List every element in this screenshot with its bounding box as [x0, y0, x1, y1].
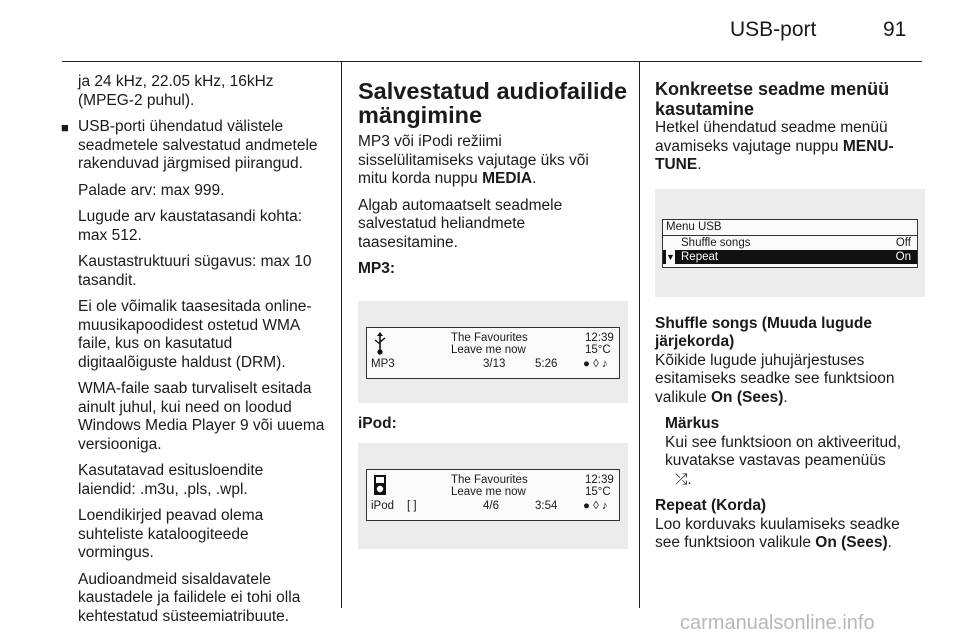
paragraph	[358, 197, 628, 253]
text-line: USB-porti ühendatud välistele	[78, 118, 284, 135]
text-line	[655, 156, 925, 175]
text-line: salvestatud heliandmete	[358, 215, 526, 232]
text-line: esitamiseks seadke see funktsioon	[655, 370, 895, 387]
heading-line: kasutamine	[655, 99, 755, 119]
menu-row-repeat	[663, 250, 917, 264]
mp3-display-illustration	[358, 301, 628, 403]
column-middle	[358, 79, 628, 549]
value-label: On (Sees)	[711, 388, 784, 406]
text-fragment: valikule	[655, 388, 711, 406]
clock: 12:39	[585, 474, 614, 486]
intro-text	[58, 73, 328, 110]
track-subtitle: Leave me now	[451, 486, 526, 498]
text-line: Lugude arv kaustatasandi kohta:	[78, 208, 303, 225]
text-line: Kaustastruktuuri sügavus: max 10	[78, 253, 312, 270]
menu-tune-button-label: TUNE	[655, 156, 698, 173]
text-line	[655, 389, 925, 408]
track-subtitle: Leave me now	[451, 343, 526, 356]
paragraph	[58, 571, 328, 627]
text-line: max 512.	[78, 226, 142, 244]
text-line: (MPEG-2 puhul).	[78, 91, 195, 109]
source-label: iPod	[371, 500, 395, 512]
text-line: Audioandmeid sisaldavatele	[78, 570, 272, 588]
menu-title-row	[663, 220, 917, 234]
text-line	[358, 170, 628, 189]
paragraph	[358, 133, 628, 189]
text-line: sisselülitamiseks vajutage üks või	[358, 151, 589, 169]
text-line: Algab automaatselt seadmele	[358, 196, 563, 214]
heading-line: Konkreetse seadme menüü	[655, 79, 890, 99]
paragraph	[58, 380, 328, 454]
text-line: WMA-faile saab turvaliselt esitada	[78, 380, 312, 397]
text-line: MP3 või iPodi režiimi	[358, 133, 502, 150]
text-line: Kasutatavad esitusloendite	[78, 462, 264, 479]
text-line: laiendid: .m3u, .pls, .wpl.	[78, 480, 248, 498]
menu-row-label: Shuffle songs	[681, 236, 751, 249]
note-box	[655, 415, 925, 489]
text-line	[665, 471, 925, 490]
subheading-shuffle	[655, 315, 925, 352]
source-label: MP3	[371, 357, 395, 370]
text-line: ja 24 kHz, 22.05 kHz, 16kHz	[78, 73, 274, 90]
status-icons: ● ◊ ♪	[583, 500, 608, 512]
text-line: tasandit.	[78, 271, 137, 289]
paragraph	[655, 119, 925, 175]
text-line: Palade arv: max 999.	[78, 181, 225, 199]
brackets-indicator: [ ]	[407, 500, 417, 512]
column-left	[58, 73, 328, 634]
mp3-screen	[366, 327, 620, 379]
text-fragment: .	[697, 156, 702, 173]
elapsed-time: 3:54	[535, 500, 558, 512]
text-line: kaustadele ja failidele ei tohi olla	[78, 589, 301, 606]
text-line: Kui see funktsioon on aktiveeritud,	[665, 433, 902, 451]
shuffle-icon: ⤮	[675, 470, 688, 488]
page-header-title: USB-port	[730, 18, 817, 41]
text-line: digitaalõiguste haldust (DRM).	[78, 353, 286, 371]
status-icons: ● ◊ ♪	[583, 357, 608, 370]
ipod-icon	[373, 474, 387, 496]
column-divider-right	[639, 62, 640, 608]
heading-line: järjekorda)	[655, 333, 735, 350]
watermark: carmanualsonline.info	[680, 612, 875, 634]
subheading-repeat: Repeat (Korda)	[655, 497, 767, 514]
text-fragment: avamiseks vajutage nuppu	[655, 137, 843, 155]
text-fragment: .	[887, 534, 892, 551]
section-heading	[655, 79, 925, 119]
menu-row-value: On	[895, 250, 911, 263]
menu-tune-button-label: MENU-	[842, 137, 894, 155]
usb-icon	[373, 332, 387, 356]
ipod-screen	[366, 469, 620, 521]
menu-row-shuffle	[663, 235, 917, 250]
text-line: seadmetele salvestatud andmetele	[78, 136, 318, 154]
text-line: kehtestatud süsteemiatribuute.	[78, 607, 290, 625]
track-number: 4/6	[483, 500, 499, 512]
bullet-square-icon: ■	[61, 120, 69, 135]
ipod-label: iPod:	[358, 414, 397, 432]
text-line: Windows Media Player 9 või uuema	[78, 417, 325, 434]
heading-line: Shuffle songs (Muuda lugude	[655, 314, 872, 332]
text-line: versiooniga.	[78, 435, 162, 453]
heading-line: mängimine	[358, 102, 483, 128]
text-line	[655, 138, 925, 157]
text-line: Hetkel ühendatud seadme menüü	[655, 119, 888, 136]
track-number: 3/13	[483, 357, 506, 370]
bullet-item	[58, 118, 328, 174]
text-fragment: .	[687, 470, 692, 488]
temperature: 15°C	[585, 343, 611, 356]
menu-row-label: Repeat	[681, 250, 719, 263]
elapsed-time: 5:26	[535, 357, 558, 370]
menu-display-illustration	[655, 189, 925, 297]
note-title: Märkus	[665, 415, 720, 432]
heading-line: Salvestatud audiofailide	[358, 78, 628, 104]
text-fragment: mitu korda nuppu	[358, 170, 483, 187]
mp3-label: MP3:	[358, 260, 396, 277]
ipod-display-illustration	[358, 443, 628, 549]
text-fragment: see funktsioon valikule	[655, 534, 816, 551]
text-line: Loo korduvaks kuulamiseks seadke	[655, 515, 900, 533]
text-line: taasesitamine.	[358, 233, 458, 251]
media-button-label: MEDIA	[482, 170, 533, 187]
track-title: The Favourites	[451, 474, 528, 486]
paragraph	[58, 507, 328, 563]
text-line: faile, kus on kasutatud	[78, 335, 233, 352]
paragraph	[655, 516, 925, 553]
text-line: muusikapoodidest ostetud WMA	[78, 316, 301, 334]
paragraph	[58, 462, 328, 499]
page-number: 91	[883, 18, 907, 41]
column-right	[655, 79, 925, 561]
header-rule	[62, 61, 922, 62]
paragraph	[58, 208, 328, 245]
menu-title: Menu USB	[666, 220, 722, 233]
arrow-down-icon: ▼	[666, 251, 675, 262]
menu-row-value: Off	[895, 236, 911, 249]
value-label: On (Sees)	[815, 534, 888, 551]
temperature: 15°C	[585, 486, 611, 498]
section-heading	[358, 79, 628, 127]
clock: 12:39	[585, 331, 614, 344]
text-line: Kõikide lugude juhujärjestuses	[655, 351, 865, 369]
text-line	[655, 534, 925, 553]
text-fragment: .	[783, 388, 788, 406]
paragraph	[58, 253, 328, 290]
paragraph	[655, 352, 925, 408]
text-line: Ei ole võimalik taasesitada online-	[78, 298, 312, 315]
text-line: vormingus.	[78, 544, 154, 561]
track-title: The Favourites	[451, 331, 528, 344]
menu-screen	[662, 219, 918, 268]
text-line: suhteliste kataloogiteede	[78, 525, 249, 543]
text-line: Loendikirjed peavad olema	[78, 507, 264, 524]
text-line: rakenduvad järgmised piirangud.	[78, 155, 303, 172]
text-fragment: .	[532, 170, 537, 187]
text-line: kuvatakse vastavas peamenüüs	[665, 452, 886, 469]
column-divider-left	[341, 62, 342, 608]
paragraph	[58, 298, 328, 372]
paragraph	[58, 182, 328, 201]
text-line: ainult juhul, kui need on loodud	[78, 398, 292, 416]
